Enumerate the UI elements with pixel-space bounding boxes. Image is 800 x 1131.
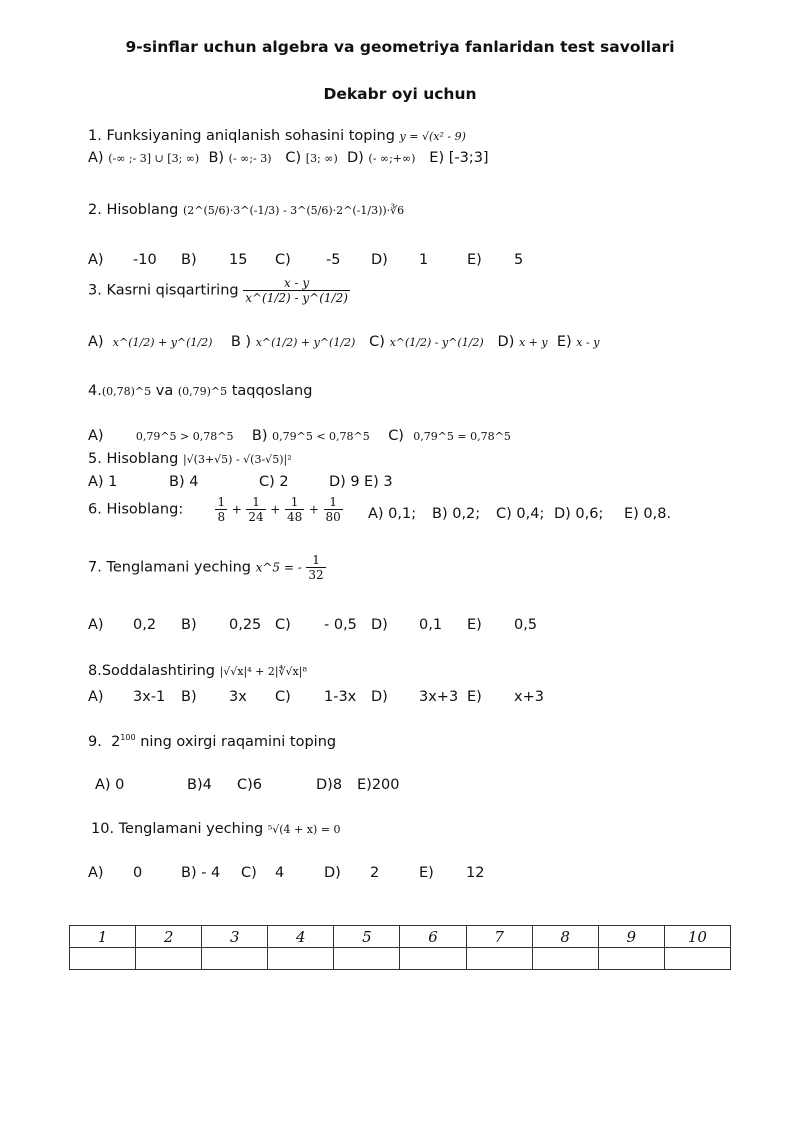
question-text: 1. Funksiyaning aniqlanish sohasini toping xyxy=(88,128,395,144)
formula: |√√x|⁴ + 2|∜√x|⁸ xyxy=(219,665,307,678)
numerator: x - y xyxy=(243,276,350,291)
option-label: E) xyxy=(467,689,482,705)
formula: (2^(5/6)·3^(-1/3) - 3^(5/6)·2^(-1/3))·∛6 xyxy=(182,204,405,217)
option-b-label: B) xyxy=(208,150,225,166)
option-value: 0,1 xyxy=(419,617,443,633)
answer-header-cell: 10 xyxy=(664,926,730,948)
question-text: ning oxirgi raqamini toping xyxy=(140,733,337,750)
option-c-label: C) xyxy=(369,334,385,350)
answer-header-cell: 6 xyxy=(400,926,466,948)
option-a: A) 1 xyxy=(88,474,118,490)
option-c: C)6 xyxy=(237,777,263,793)
page-subtitle: Dekabr oyi uchun xyxy=(323,85,477,103)
question-text: va xyxy=(155,383,174,399)
numerator: 1 xyxy=(306,553,325,568)
denominator: 48 xyxy=(286,510,303,524)
option-value: 0,5 xyxy=(514,617,538,633)
question-text: 10. Tenglamani yeching xyxy=(91,821,264,837)
answer-header-cell: 8 xyxy=(532,926,598,948)
question-7 xyxy=(88,553,326,582)
question-3-options xyxy=(88,334,599,350)
option-e-label: E) xyxy=(556,334,572,350)
option-a-label: A) xyxy=(88,334,104,350)
fraction xyxy=(215,495,227,524)
option-value: 1 xyxy=(419,252,429,268)
numerator: 1 xyxy=(324,495,343,510)
numerator: 1 xyxy=(285,495,304,510)
formula: x^5 = - xyxy=(255,560,302,575)
option-label: D) xyxy=(371,252,388,268)
question-4 xyxy=(88,383,312,399)
denominator: 24 xyxy=(248,510,264,524)
answer-table-header-row xyxy=(70,926,731,948)
denominator: 80 xyxy=(325,510,341,524)
answer-header-cell: 3 xyxy=(202,926,268,948)
option-label: D) xyxy=(371,617,388,633)
question-4-options xyxy=(88,428,511,444)
option-b-label: B) xyxy=(251,428,268,444)
question-1 xyxy=(88,128,466,144)
option-d: x + y xyxy=(518,336,548,349)
answer-header-cell: 4 xyxy=(268,926,334,948)
option-value: 0,25 xyxy=(229,617,262,633)
formula: y = √(x² - 9) xyxy=(399,130,466,143)
option-value: - 0,5 xyxy=(324,617,357,633)
option-b-label: B ) xyxy=(230,334,252,350)
option-value: 15 xyxy=(229,252,248,268)
numerator: 1 xyxy=(246,495,265,510)
question-3 xyxy=(88,276,350,305)
option-c: C) 0,4; xyxy=(496,506,545,522)
answer-blank-cell[interactable] xyxy=(532,948,598,970)
answer-blank-cell[interactable] xyxy=(136,948,202,970)
question-8 xyxy=(88,663,307,679)
formula: (0,78)^5 xyxy=(101,385,152,398)
answer-header-cell: 9 xyxy=(598,926,664,948)
answer-blank-cell[interactable] xyxy=(268,948,334,970)
option-b: B) 4 xyxy=(169,474,199,490)
option-label: E) xyxy=(467,252,482,268)
answer-header-cell: 5 xyxy=(334,926,400,948)
answer-table xyxy=(69,925,731,970)
option-c: C) 2 xyxy=(259,474,289,490)
option-a: (-∞ ;- 3] ∪ [3; ∞) xyxy=(108,152,200,165)
question-10 xyxy=(91,821,340,837)
answer-blank-cell[interactable] xyxy=(466,948,532,970)
option-label: B) xyxy=(181,252,197,268)
option-c: x^(1/2) - y^(1/2) xyxy=(389,336,484,349)
option-b: x^(1/2) + y^(1/2) xyxy=(255,336,356,349)
formula: (0,79)^5 xyxy=(177,385,228,398)
fraction xyxy=(243,276,350,305)
question-text: 6. Hisoblang: xyxy=(88,501,184,518)
page-title: 9-sinflar uchun algebra va geometriya fanlaridan test savollari xyxy=(125,38,675,56)
option-a: A) 0,1; xyxy=(368,506,417,522)
denominator: 32 xyxy=(308,568,324,582)
answer-header-cell: 2 xyxy=(136,926,202,948)
option-value: 1-3x xyxy=(324,689,357,705)
option-a-label: A) xyxy=(88,150,104,166)
option-value: 3x+3 xyxy=(419,689,459,705)
question-9 xyxy=(88,733,336,750)
question-6 xyxy=(88,495,343,524)
answer-header-cell: 1 xyxy=(70,926,136,948)
option-label: D) xyxy=(371,689,388,705)
question-2 xyxy=(88,202,404,218)
question-5 xyxy=(88,451,292,467)
formula: ⁵√(4 + x) = 0 xyxy=(267,823,341,836)
formula: |√(3+√5) - √(3-√5)|² xyxy=(182,453,292,466)
option-e: E) [-3;3] xyxy=(429,150,489,166)
option-value: 4 xyxy=(275,865,285,881)
answer-table-blank-row xyxy=(70,948,731,970)
answer-blank-cell[interactable] xyxy=(598,948,664,970)
option-label: B) - 4 xyxy=(181,865,221,881)
question-text: 8.Soddalashtiring xyxy=(88,663,215,679)
answer-blank-cell[interactable] xyxy=(202,948,268,970)
fraction xyxy=(306,553,325,582)
option-value: 12 xyxy=(466,865,485,881)
option-value: 5 xyxy=(514,252,524,268)
option-value: 3x xyxy=(229,689,247,705)
option-c: [3; ∞) xyxy=(305,152,338,165)
option-value: 0,2 xyxy=(133,617,157,633)
option-value: 0 xyxy=(133,865,143,881)
fraction xyxy=(324,495,343,524)
formula-base: 2 xyxy=(111,733,121,750)
option-d-label: D) xyxy=(497,334,515,350)
plus-sign: + xyxy=(270,502,281,517)
plus-sign: + xyxy=(308,502,319,517)
option-label: B) xyxy=(181,617,197,633)
option-e: E)200 xyxy=(357,777,400,793)
denominator: x^(1/2) - y^(1/2) xyxy=(245,291,348,305)
denominator: 8 xyxy=(217,510,226,524)
option-e: x - y xyxy=(576,336,600,349)
answer-blank-cell[interactable] xyxy=(400,948,466,970)
option-value: x+3 xyxy=(514,689,544,705)
answer-header-cell: 7 xyxy=(466,926,532,948)
option-label: E) xyxy=(419,865,434,881)
option-label: A) xyxy=(88,865,104,881)
option-label: A) xyxy=(88,252,104,268)
formula-exponent: 100 xyxy=(120,733,136,742)
option-d: (- ∞;+∞) xyxy=(368,152,416,165)
option-a-label: A) xyxy=(88,428,104,444)
option-c: 0,79^5 = 0,78^5 xyxy=(413,430,511,443)
option-value: 3x-1 xyxy=(133,689,166,705)
option-label: E) xyxy=(467,617,482,633)
answer-blank-cell[interactable] xyxy=(334,948,400,970)
question-number: 4. xyxy=(88,383,102,399)
option-label: C) xyxy=(241,865,257,881)
question-text: 7. Tenglamani yeching xyxy=(88,559,251,576)
option-b: B)4 xyxy=(187,777,212,793)
plus-sign: + xyxy=(231,502,242,517)
question-number: 9. xyxy=(88,733,102,750)
option-d: D) 0,6; xyxy=(554,506,604,522)
option-a: A) 0 xyxy=(95,777,125,793)
option-b: B) 0,2; xyxy=(432,506,481,522)
fraction xyxy=(285,495,304,524)
option-value: 2 xyxy=(370,865,380,881)
option-a: 0,79^5 > 0,78^5 xyxy=(135,430,234,443)
option-value: -5 xyxy=(326,252,341,268)
option-label: A) xyxy=(88,689,104,705)
option-e: E) 3 xyxy=(364,474,393,490)
option-b: (- ∞;- 3) xyxy=(228,152,272,165)
option-c-label: C) xyxy=(388,428,404,444)
question-text: 2. Hisoblang xyxy=(88,202,179,218)
fraction xyxy=(246,495,265,524)
question-text: 5. Hisoblang xyxy=(88,451,179,467)
option-label: C) xyxy=(275,689,291,705)
answer-blank-cell[interactable] xyxy=(70,948,136,970)
option-label: D) xyxy=(324,865,341,881)
option-c-label: C) xyxy=(285,150,302,166)
option-d: D) 9 xyxy=(329,474,360,490)
option-label: C) xyxy=(275,617,291,633)
answer-blank-cell[interactable] xyxy=(664,948,730,970)
option-label: C) xyxy=(275,252,291,268)
question-text: 3. Kasrni qisqartiring xyxy=(88,282,239,299)
option-label: A) xyxy=(88,617,104,633)
question-1-options xyxy=(88,150,489,166)
question-text: taqqoslang xyxy=(231,383,313,399)
numerator: 1 xyxy=(217,495,226,509)
option-a: x^(1/2) + y^(1/2) xyxy=(112,336,213,349)
option-b: 0,79^5 < 0,78^5 xyxy=(272,430,370,443)
option-e: E) 0,8. xyxy=(624,506,672,522)
option-label: B) xyxy=(181,689,197,705)
option-value: -10 xyxy=(133,252,157,268)
option-d-label: D) xyxy=(346,150,364,166)
option-d: D)8 xyxy=(316,777,343,793)
